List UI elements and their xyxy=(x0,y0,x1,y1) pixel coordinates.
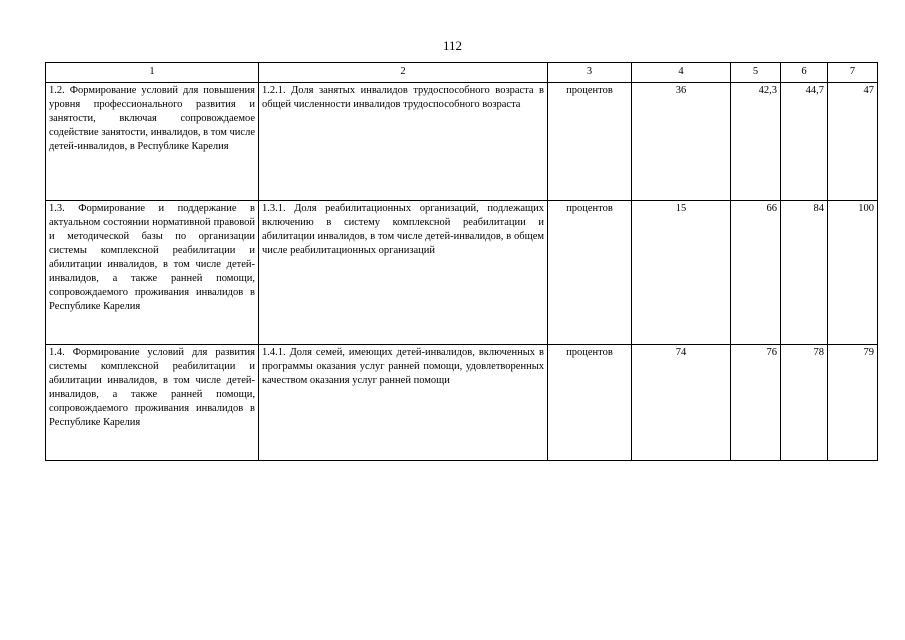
value-cell: 100 xyxy=(828,201,878,345)
value-cell: 47 xyxy=(828,83,878,201)
value-cell: 78 xyxy=(781,345,828,461)
column-header: 3 xyxy=(548,63,632,83)
column-header: 4 xyxy=(632,63,731,83)
value-cell: 76 xyxy=(731,345,781,461)
column-header: 1 xyxy=(46,63,259,83)
value-cell: 42,3 xyxy=(731,83,781,201)
table-row xyxy=(46,83,878,201)
value-cell: 44,7 xyxy=(781,83,828,201)
indicator-cell: 1.2.1. Доля занятых инвалидов трудоспособного возраста в общей численности инвалидов трудоспособного возраста xyxy=(259,83,548,201)
value-cell: 74 xyxy=(632,345,731,461)
value-cell: 66 xyxy=(731,201,781,345)
unit-cell: процентов xyxy=(548,345,632,461)
table-row xyxy=(46,345,878,461)
task-cell: 1.2. Формирование условий для повышения уровня профессионального развития и занятости, включая сопровождаемое содействие занятости, инвалидов, в том числе детей-инвалидов, в Республике Карелия xyxy=(46,83,259,201)
column-header: 2 xyxy=(259,63,548,83)
page-number: 112 xyxy=(442,38,463,53)
value-cell: 79 xyxy=(828,345,878,461)
unit-cell: процентов xyxy=(548,83,632,201)
indicator-cell: 1.3.1. Доля реабилитационных организаций, подлежащих включению в систему комплексной реабилитации и абилитации инвалидов, в том числе детей-инвалидов, в общем числе реабилитационных организаций xyxy=(259,201,548,345)
task-cell: 1.3. Формирование и поддержание в актуальном состоянии нормативной правовой и методической базы по организации системы комплексной реабилитации и абилитации инвалидов, в том числе детей-инвалидов, а также ранней помощи, сопровождаемого проживания инвалидов в Республике Карелия xyxy=(46,201,259,345)
task-cell: 1.4. Формирование условий для развития системы комплексной реабилитации и абилитации инвалидов, в том числе детей-инвалидов, а также ранней помощи, сопровождаемого проживания инвалидов в Республике Карелия xyxy=(46,345,259,461)
column-header: 5 xyxy=(731,63,781,83)
column-header: 6 xyxy=(781,63,828,83)
value-cell: 36 xyxy=(632,83,731,201)
column-header: 7 xyxy=(828,63,878,83)
value-cell: 84 xyxy=(781,201,828,345)
indicator-cell: 1.4.1. Доля семей, имеющих детей-инвалидов, включенных в программы оказания услуг ранней помощи, удовлетворенных качеством оказания услуг ранней помощи xyxy=(259,345,548,461)
indicators-table xyxy=(45,62,878,461)
table-row xyxy=(46,201,878,345)
value-cell: 15 xyxy=(632,201,731,345)
unit-cell: процентов xyxy=(548,201,632,345)
table-header-row xyxy=(46,63,878,83)
